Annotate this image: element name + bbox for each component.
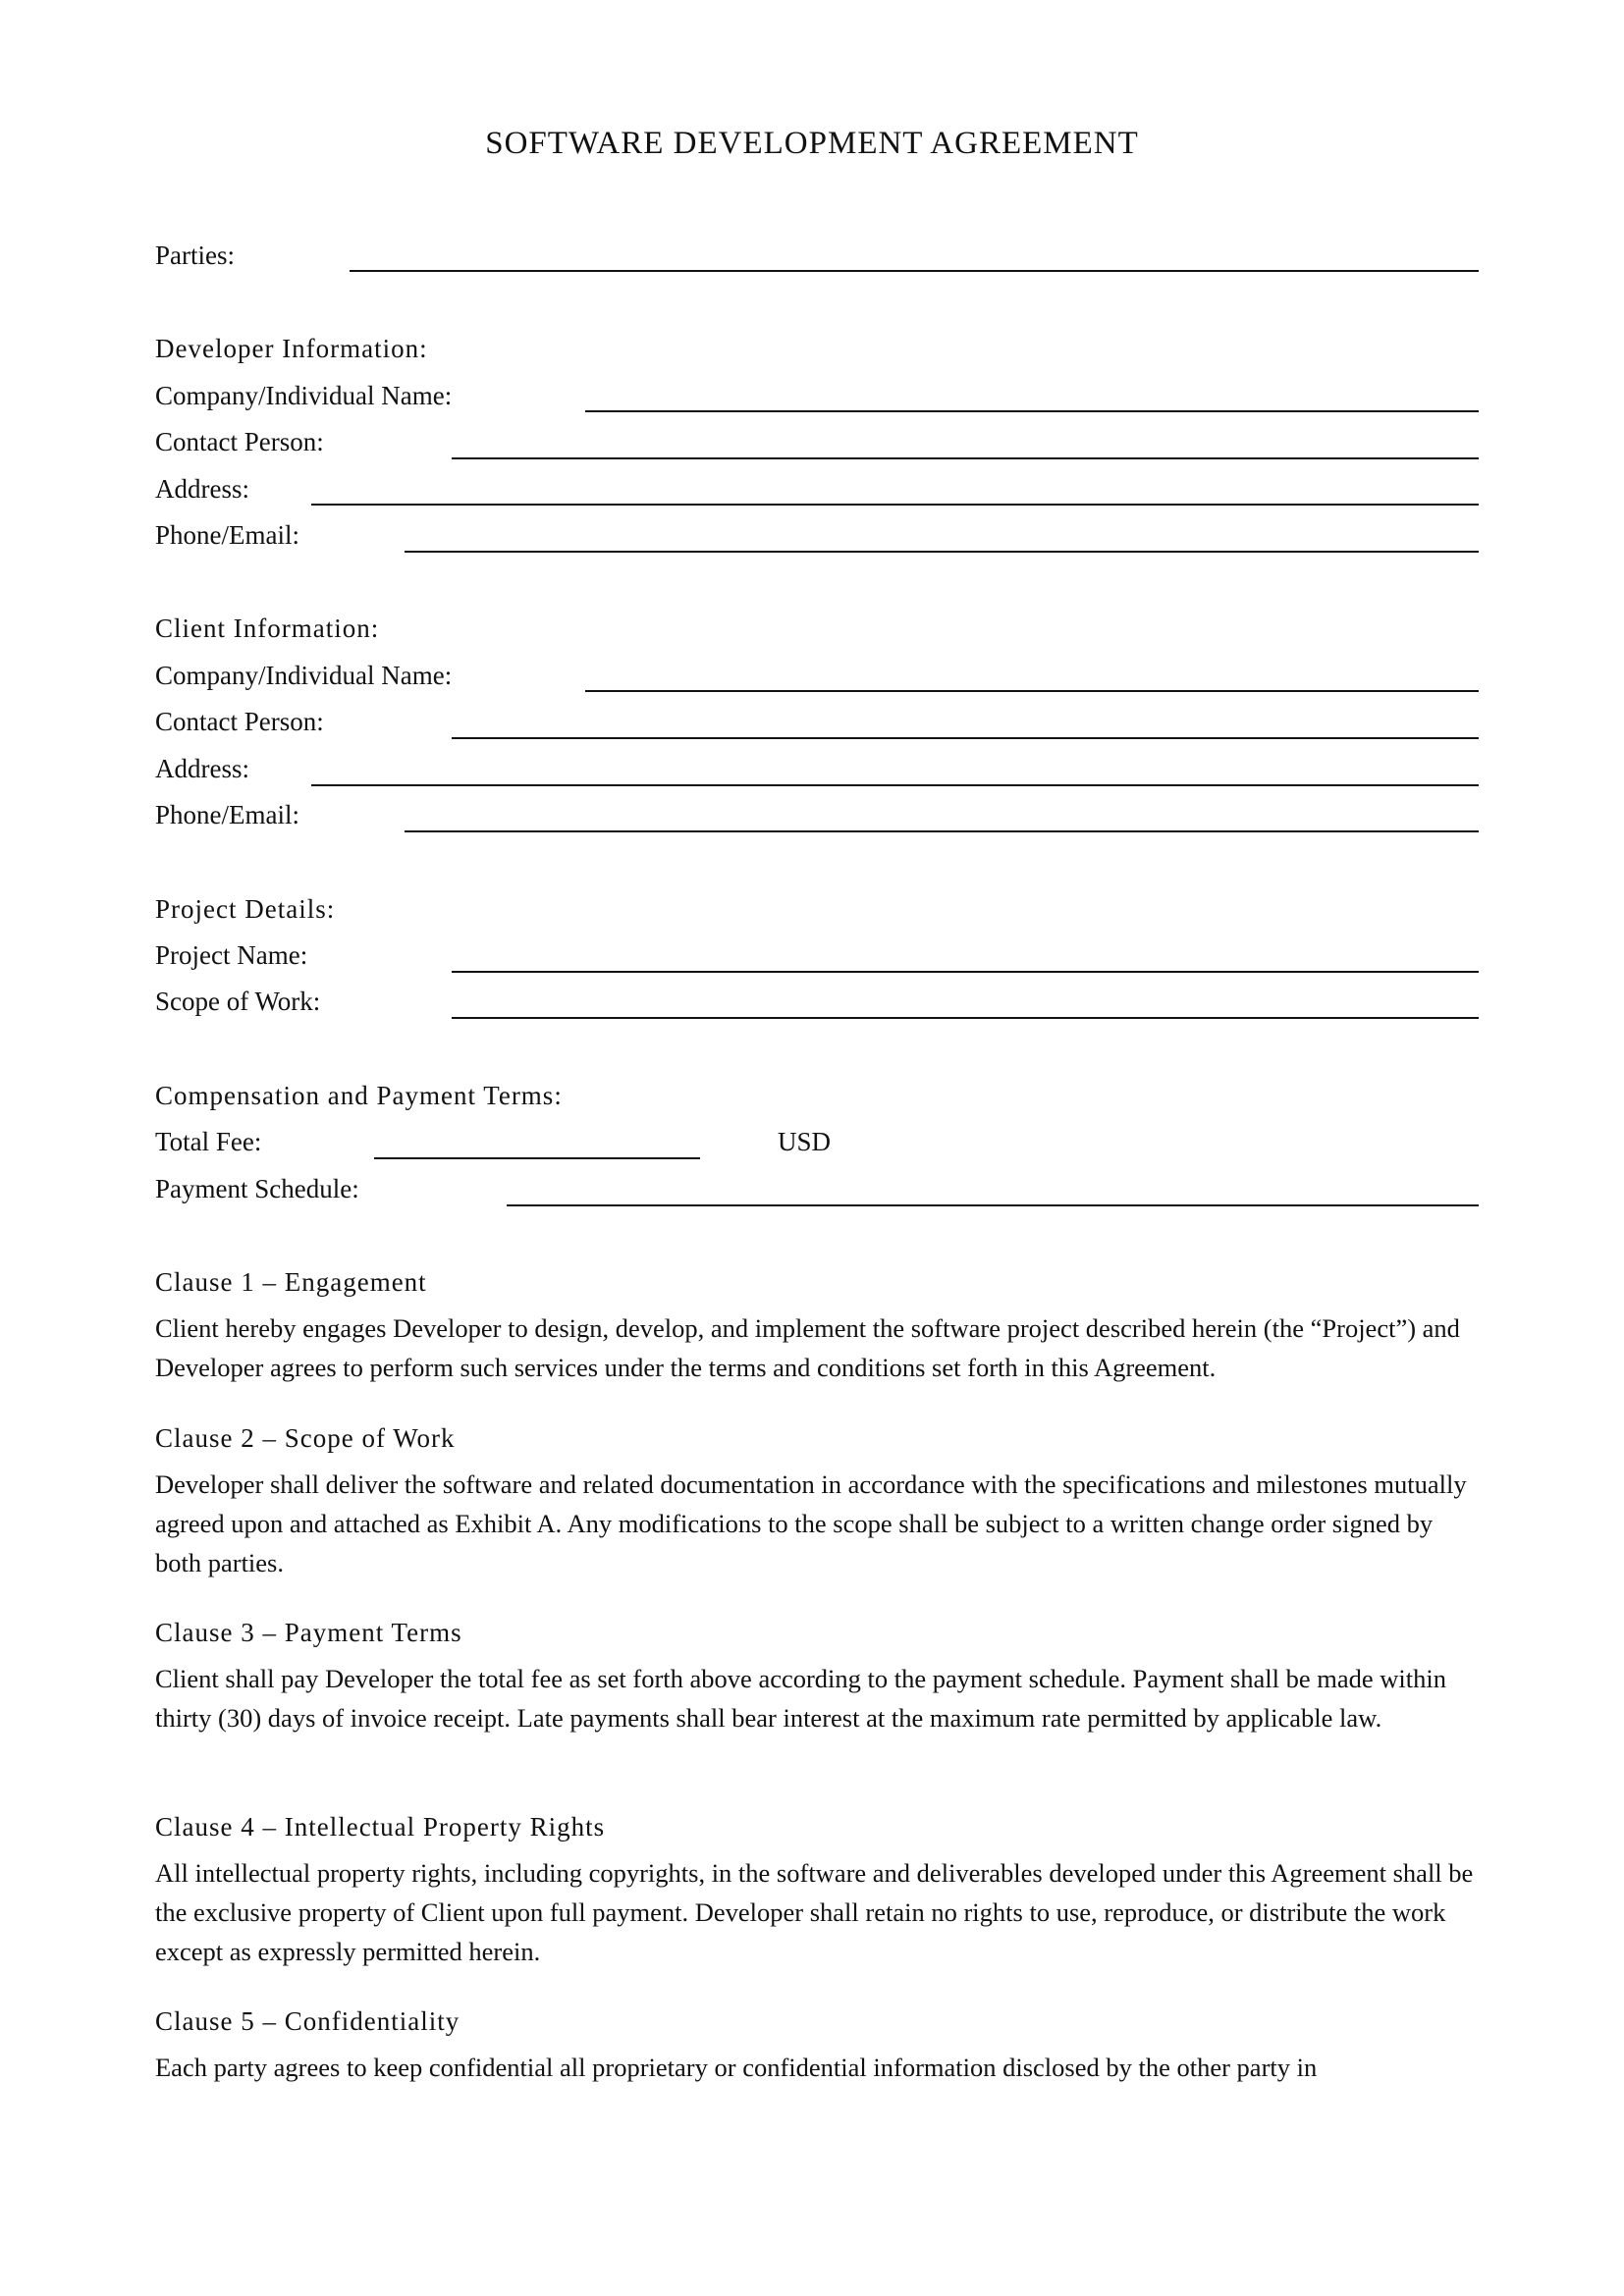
clause-5-text: Each party agrees to keep confidential all proprietary or confidential information disclosed by the other party in (155, 2053, 1318, 2082)
clause-2-text: Developer shall deliver the software and related documentation in accordance with the specifications and milestones mutually agreed upon and attached as Exhibit A. Any modifications to the scope shall be subject to a written change order signed by both parties. (155, 1469, 1467, 1577)
clause-4-text: All intellectual property rights, including copyrights, in the software and deliverables developed under this Agreement shall be the exclusive property of Client upon full payment. Developer shall retain no rights to use, reproduce, or distribute the work except as expressly permitted herein. (155, 1858, 1474, 1966)
developer-phone-field[interactable] (405, 551, 1479, 553)
clause-2-heading: Clause 2 – Scope of Work (155, 1423, 456, 1453)
developer-address-field[interactable] (311, 504, 1479, 506)
client-address-field[interactable] (311, 784, 1479, 786)
scope-of-work-label: Scope of Work: (155, 987, 321, 1016)
developer-heading: Developer Information: (155, 334, 428, 363)
developer-contact-label: Contact Person: (155, 427, 324, 456)
client-address-label: Address: (155, 754, 249, 783)
parties-label: Parties: (155, 240, 235, 270)
total-fee-label: Total Fee: (155, 1127, 262, 1156)
client-phone-label: Phone/Email: (155, 800, 299, 829)
clause-1-heading: Clause 1 – Engagement (155, 1267, 427, 1297)
client-phone-field[interactable] (405, 830, 1479, 832)
client-company-field[interactable] (585, 690, 1479, 692)
parties-field[interactable] (350, 270, 1479, 272)
project-name-label: Project Name: (155, 940, 308, 970)
project-name-field[interactable] (452, 971, 1479, 973)
client-company-label: Company/Individual Name: (155, 661, 453, 690)
document-title: SOFTWARE DEVELOPMENT AGREEMENT (485, 126, 1139, 161)
clause-4-heading: Clause 4 – Intellectual Property Rights (155, 1812, 606, 1842)
payment-schedule-label: Payment Schedule: (155, 1174, 359, 1203)
currency-label: USD (778, 1127, 832, 1156)
clause-3-heading: Clause 3 – Payment Terms (155, 1618, 462, 1647)
clause-1-text: Client hereby engages Developer to design, develop, and implement the software project described herein (the “Project”) and Developer agrees to perform such services under the terms and conditions set forth in this Agreement. (155, 1313, 1460, 1382)
client-contact-field[interactable] (452, 737, 1479, 739)
payment-schedule-field[interactable] (507, 1204, 1479, 1206)
developer-phone-label: Phone/Email: (155, 520, 299, 550)
developer-contact-field[interactable] (452, 457, 1479, 459)
developer-company-field[interactable] (585, 410, 1479, 412)
compensation-heading: Compensation and Payment Terms: (155, 1081, 563, 1110)
client-contact-label: Contact Person: (155, 707, 324, 736)
clause-3-text: Client shall pay Developer the total fee as set forth above according to the payment schedule. Payment shall be made within thirty (30) days of invoice receipt. Late payments shall bear interest at the maximum rate permitted by applicable law. (155, 1664, 1447, 1733)
total-fee-field[interactable] (374, 1157, 700, 1159)
project-heading: Project Details: (155, 894, 336, 924)
client-heading: Client Information: (155, 614, 380, 643)
developer-address-label: Address: (155, 474, 249, 504)
scope-of-work-field[interactable] (452, 1017, 1479, 1019)
clause-5-heading: Clause 5 – Confidentiality (155, 2006, 460, 2036)
developer-company-label: Company/Individual Name: (155, 381, 453, 410)
